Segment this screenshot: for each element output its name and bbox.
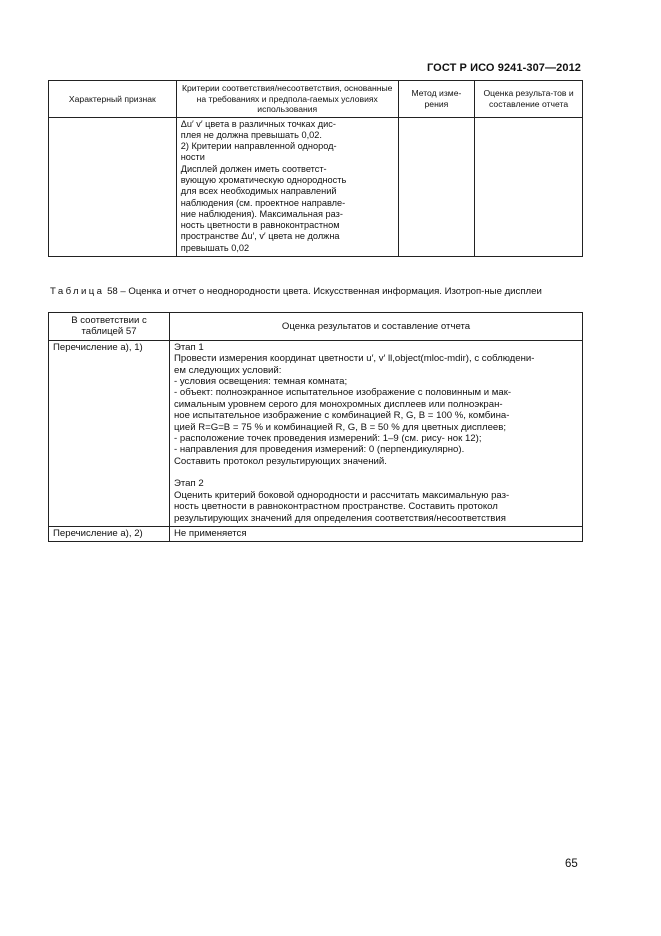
procedure-line: симальным уровнем серого для монохромных дисплеев или полноэкран- [174,398,503,410]
procedure-line: Не применяется [174,527,247,539]
procedure-line: ем следующих условий: [174,364,282,376]
column-header-feature: Характерный признак [49,81,177,118]
criteria-line: пространстве Δu′, v′ цвета не должна [180,231,340,242]
table-cell-procedure [170,526,583,541]
table-header-row [49,81,583,118]
procedure-line: - направления для проведения измерений: 0 (перпендикулярно). [174,444,465,456]
procedure-line: ность цветности в равноконтрастном пространстве. Составить протокол [174,501,498,513]
page-number: 65 [565,858,578,870]
criteria-line: наблюдения (см. проектное направле- [180,197,346,208]
criteria-line: Δu′ v′ цвета в различных точках дис- [180,118,336,129]
column-header-criteria: Критерии соответствия/несоответствия, основанные на требованиях и предпола-гаемых условиях использования [176,81,398,118]
procedure-line: Провести измерения координат цветности u′, v′ ll,object(mloc-mdir), с соблюдени- [174,353,535,365]
criteria-line: ние наблюдения). Максимальная раз- [180,208,343,219]
procedure-line: Составить протокол результирующих значений. [174,455,387,467]
column-header-evaluation: Оценка результа-тов и составление отчета [475,81,583,118]
table-row [49,340,583,526]
table-cell-procedure [170,340,583,526]
table-cell-evaluation [475,117,583,257]
procedure-spacer [174,467,578,478]
criteria-line: ности [180,152,205,163]
column-header-evaluation-report: Оценка результатов и составление отчета [170,313,583,341]
procedure-line: - условия освещения: темная комната; [174,376,348,388]
table-cell-reference: Перечисление а), 1) [49,340,170,526]
column-header-reference: В соответствии с таблицей 57 [49,313,170,341]
procedure-line: Этап 2 [174,478,204,490]
table-caption-label: Таблица [50,286,105,297]
criteria-line: превышать 0,02 [180,242,250,253]
procedure-line: Оценить критерий боковой однородности и рассчитать максимальную раз- [174,489,510,501]
criteria-line: вующую хроматическую однородность [180,174,347,185]
procedure-line: Этап 1 [174,341,204,353]
table-caption [50,286,581,298]
table-row [49,526,583,541]
criteria-line: Дисплей должен иметь соответст- [180,163,327,174]
document-header: ГОСТ Р ИСО 9241-307—2012 [426,62,581,74]
criteria-line: ность цветности в равноконтрастном [180,220,340,231]
table-cell-criteria [176,117,398,257]
procedure-line: - объект: полноэкранное испытательное изображение с половинным и мак- [174,387,512,399]
criteria-line: плея не должна превышать 0,02. [180,129,322,140]
procedure-line: цией R=G=B = 75 % и комбинацией R, G, B = 50 % для цветных дисплеев; [174,421,507,433]
table-row [49,117,583,257]
table-caption-text: 58 – Оценка и отчет о неоднородности цвета. Искусственная информация. Изотроп-ные дисплеи [104,286,542,297]
criteria-line: 2) Критерии направленной однород- [180,141,337,152]
evaluation-table [48,312,583,542]
procedure-line: результирующих значений для определения соответствия/несоответствия [174,512,506,524]
table-header-row [49,313,583,341]
table-cell-feature [49,117,177,257]
procedure-line: - расположение точек проведения измерений: 1–9 (см. рису- нок 12); [174,433,482,445]
criteria-table-continuation [48,80,583,257]
criteria-line: для всех необходимых направлений [180,186,337,197]
table-cell-reference: Перечисление а), 2) [49,526,170,541]
procedure-line: ное испытательное изображение с комбинацией R, G, B = 100 %, комбина- [174,410,510,422]
column-header-method: Метод изме-рения [398,81,474,118]
table-cell-method [398,117,474,257]
